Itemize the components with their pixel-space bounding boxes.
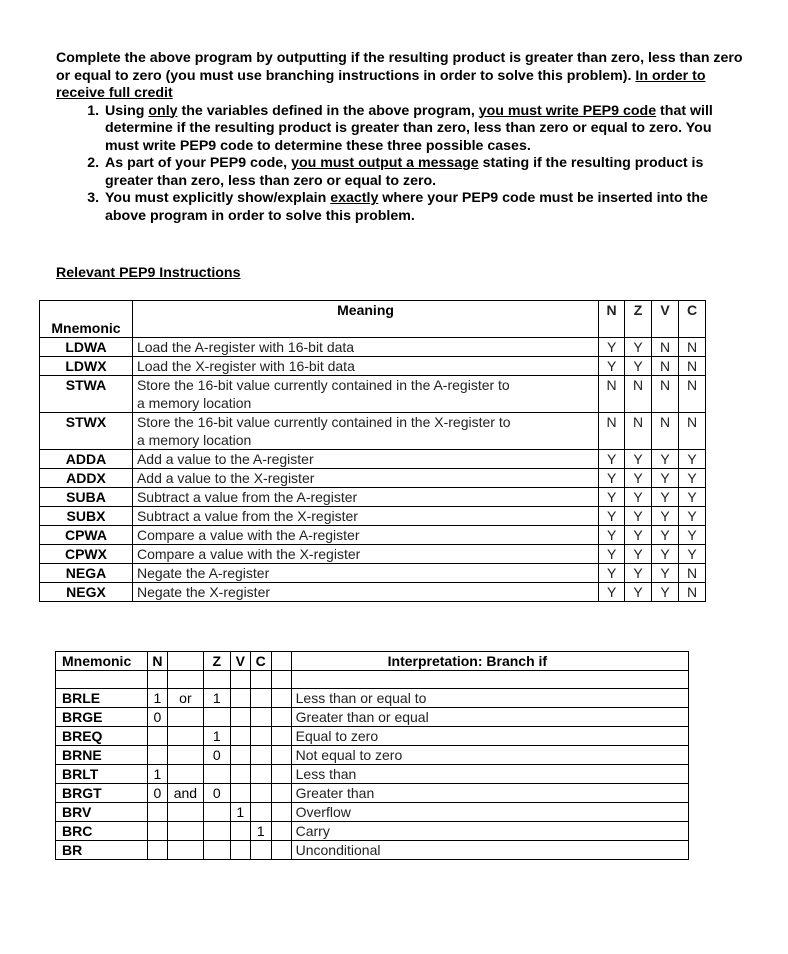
flag-n-cell: Y <box>599 507 625 526</box>
interpretation-cell: Greater than <box>291 784 688 803</box>
branch-header-row <box>56 652 689 671</box>
branch-mnemonic-cell: BRV <box>56 803 148 822</box>
branch-v-cell <box>230 708 250 727</box>
branch-row <box>56 689 689 708</box>
interpretation-cell: Less than or equal to <box>291 689 688 708</box>
flag-v-cell: Y <box>652 507 679 526</box>
branch-table <box>55 651 689 860</box>
branch-operator-cell <box>167 822 203 841</box>
branch-blank-cell <box>271 803 291 822</box>
instruction-row <box>40 564 706 583</box>
branch-c-cell <box>250 689 271 708</box>
mnemonic-header-row <box>40 319 706 338</box>
branch-row <box>56 784 689 803</box>
flag-c-header: C <box>679 301 706 320</box>
branch-operator-cell <box>167 803 203 822</box>
branch-mnemonic-cell: BRLT <box>56 765 148 784</box>
interpretation-cell: Unconditional <box>291 841 688 860</box>
requirements-list <box>56 103 746 226</box>
branch-blank-cell <box>271 727 291 746</box>
meaning-line: Store the 16-bit value currently contained in the A-register to <box>136 377 510 393</box>
flag-z-cell: Y <box>625 564 652 583</box>
flag-c-cell: N <box>679 564 706 583</box>
full-credit-text: In order to receive full credit <box>56 67 706 101</box>
mnemonic-cell: CPWX <box>40 545 133 564</box>
instruction-row <box>40 488 706 507</box>
relevant-instructions-heading: Relevant PEP9 Instructions <box>56 265 241 281</box>
instruction-row <box>40 413 706 450</box>
branch-n-cell <box>147 841 167 860</box>
meaning-cell <box>132 507 598 526</box>
branch-row <box>56 841 689 860</box>
flag-v-cell: Y <box>652 564 679 583</box>
meaning-line: Add a value to the X-register <box>136 470 315 486</box>
branch-v-cell <box>230 746 250 765</box>
interpretation-cell: Not equal to zero <box>291 746 688 765</box>
branch-mnemonic-header: Mnemonic <box>56 652 148 671</box>
branch-n-cell <box>147 727 167 746</box>
branch-z-cell <box>203 765 230 784</box>
branch-c-cell <box>250 841 271 860</box>
branch-c-cell <box>250 765 271 784</box>
mnemonic-cell: NEGX <box>40 583 133 602</box>
branch-v-cell <box>230 822 250 841</box>
branch-v-cell <box>230 689 250 708</box>
branch-z-cell: 1 <box>203 727 230 746</box>
branch-v-cell <box>230 727 250 746</box>
branch-row <box>56 765 689 784</box>
meaning-line: Load the A-register with 16-bit data <box>136 339 355 355</box>
branch-c-cell <box>250 746 271 765</box>
interpretation-cell: Overflow <box>291 803 688 822</box>
instruction-row <box>40 545 706 564</box>
flag-n-cell: Y <box>599 450 625 469</box>
flag-c-cell: Y <box>679 545 706 564</box>
mnemonic-cell: STWX <box>40 413 133 450</box>
meaning-line: a memory location <box>136 395 252 411</box>
branch-z-cell <box>203 708 230 727</box>
flag-v-cell: N <box>652 338 679 357</box>
mnemonic-cell: NEGA <box>40 564 133 583</box>
meaning-cell <box>132 376 598 413</box>
branch-mnemonic-cell: BREQ <box>56 727 148 746</box>
branch-mnemonic-cell: BR <box>56 841 148 860</box>
meaning-cell <box>132 488 598 507</box>
branch-operator-cell <box>167 727 203 746</box>
flag-n-header: N <box>599 301 625 320</box>
branch-z-cell: 1 <box>203 689 230 708</box>
meaning-line: Load the X-register with 16-bit data <box>136 358 355 374</box>
branch-v-cell: 1 <box>230 803 250 822</box>
flag-n-cell: Y <box>599 357 625 376</box>
flag-n-cell: Y <box>599 338 625 357</box>
flag-c-cell: Y <box>679 488 706 507</box>
instructions-text <box>56 50 746 225</box>
meaning-line: Negate the A-register <box>136 565 270 581</box>
branch-spacer-row <box>56 671 689 689</box>
intro-paragraph <box>56 50 746 103</box>
meaning-line: a memory location <box>136 432 252 448</box>
mnemonic-cell: CPWA <box>40 526 133 545</box>
flag-n-cell: Y <box>599 564 625 583</box>
meaning-cell <box>132 564 598 583</box>
meaning-cell <box>132 413 598 450</box>
flag-v-cell: Y <box>652 469 679 488</box>
flag-z-cell: Y <box>625 526 652 545</box>
meaning-line: Compare a value with the A-register <box>136 527 360 543</box>
branch-operator-cell <box>167 841 203 860</box>
branch-c-header: C <box>250 652 271 671</box>
branch-c-cell <box>250 803 271 822</box>
branch-n-cell: 0 <box>147 708 167 727</box>
branch-v-header: V <box>230 652 250 671</box>
flag-c-cell: N <box>679 413 706 450</box>
branch-mnemonic-cell: BRC <box>56 822 148 841</box>
meaning-cell <box>132 450 598 469</box>
flag-v-cell: Y <box>652 583 679 602</box>
branch-z-cell <box>203 822 230 841</box>
instruction-row <box>40 450 706 469</box>
meaning-line: Negate the X-register <box>136 584 271 600</box>
flag-z-cell: Y <box>625 488 652 507</box>
branch-v-cell <box>230 784 250 803</box>
flag-z-cell: N <box>625 376 652 413</box>
mnemonic-header: Mnemonic <box>40 319 133 338</box>
flag-z-cell: Y <box>625 469 652 488</box>
branch-c-cell <box>250 727 271 746</box>
branch-c-cell <box>250 708 271 727</box>
requirement-1: 1. Using only the variables defined in the above program, you must write PEP9 code that will determine if the resulting product is greater than zero, less than zero or equal to zero. You must write PEP9 code to determine these three possible cases. <box>103 103 746 156</box>
branch-blank-cell <box>271 765 291 784</box>
flag-v-cell: N <box>652 413 679 450</box>
branch-row <box>56 803 689 822</box>
branch-row <box>56 746 689 765</box>
branch-n-cell <box>147 746 167 765</box>
flag-c-cell: N <box>679 376 706 413</box>
flag-z-cell: Y <box>625 583 652 602</box>
branch-blank-cell <box>271 822 291 841</box>
flag-v-header: V <box>652 301 679 320</box>
instruction-row <box>40 357 706 376</box>
mnemonic-cell: ADDA <box>40 450 133 469</box>
intro-text: Complete the above program by outputting if the resulting product is greater than zero, less than zero or equal to zero (you must use branching instructions in order to solve this problem). <box>56 50 743 84</box>
flag-n-cell: N <box>599 376 625 413</box>
branch-operator-cell: or <box>167 689 203 708</box>
instructions-table <box>39 300 706 602</box>
instructions-header-row <box>40 301 706 320</box>
branch-mnemonic-cell: BRGE <box>56 708 148 727</box>
instruction-row <box>40 338 706 357</box>
branch-blank-cell <box>271 708 291 727</box>
meaning-line: Compare a value with the X-register <box>136 546 361 562</box>
flag-n-cell: Y <box>599 526 625 545</box>
branch-v-cell <box>230 765 250 784</box>
meaning-cell <box>132 583 598 602</box>
meaning-line: Subtract a value from the X-register <box>136 508 358 524</box>
flag-v-cell: N <box>652 376 679 413</box>
flag-c-cell: Y <box>679 450 706 469</box>
branch-z-cell <box>203 841 230 860</box>
branch-n-cell: 1 <box>147 689 167 708</box>
branch-operator-cell <box>167 765 203 784</box>
branch-z-cell: 0 <box>203 746 230 765</box>
branch-n-cell: 1 <box>147 765 167 784</box>
flag-n-cell: N <box>599 413 625 450</box>
branch-z-header: Z <box>203 652 230 671</box>
branch-row <box>56 822 689 841</box>
branch-operator-cell: and <box>167 784 203 803</box>
requirement-2: 2. As part of your PEP9 code, you must output a message stating if the resulting product is greater than zero, less than zero or equal to zero. <box>103 155 746 190</box>
flag-z-header: Z <box>625 301 652 320</box>
branch-blank-cell <box>271 784 291 803</box>
interpretation-cell: Less than <box>291 765 688 784</box>
interpretation-cell: Greater than or equal <box>291 708 688 727</box>
mnemonic-cell: LDWA <box>40 338 133 357</box>
branch-c-cell <box>250 784 271 803</box>
flag-z-cell: Y <box>625 357 652 376</box>
mnemonic-cell: STWA <box>40 376 133 413</box>
flag-v-cell: Y <box>652 488 679 507</box>
flag-n-cell: Y <box>599 488 625 507</box>
branch-operator-cell <box>167 708 203 727</box>
requirement-3: 3. You must explicitly show/explain exactly where your PEP9 code must be inserted into the above program in order to solve this problem. <box>103 190 746 225</box>
flag-v-cell: Y <box>652 526 679 545</box>
meaning-line: Subtract a value from the A-register <box>136 489 358 505</box>
branch-c-cell: 1 <box>250 822 271 841</box>
flag-c-cell: N <box>679 338 706 357</box>
flag-c-cell: Y <box>679 526 706 545</box>
meaning-line: Store the 16-bit value currently contained in the X-register to <box>136 414 511 430</box>
branch-operator-cell <box>167 746 203 765</box>
branch-blank-cell <box>271 841 291 860</box>
meaning-header: Meaning <box>132 301 598 320</box>
mnemonic-cell: SUBA <box>40 488 133 507</box>
instruction-row <box>40 507 706 526</box>
flag-z-cell: Y <box>625 338 652 357</box>
branch-n-cell <box>147 822 167 841</box>
meaning-cell <box>132 545 598 564</box>
branch-v-cell <box>230 841 250 860</box>
branch-n-cell: 0 <box>147 784 167 803</box>
interpretation-cell: Carry <box>291 822 688 841</box>
meaning-cell <box>132 357 598 376</box>
branch-n-cell <box>147 803 167 822</box>
flag-z-cell: Y <box>625 545 652 564</box>
instruction-row <box>40 583 706 602</box>
flag-c-cell: Y <box>679 507 706 526</box>
flag-c-cell: Y <box>679 469 706 488</box>
branch-row <box>56 708 689 727</box>
instruction-row <box>40 376 706 413</box>
branch-z-cell: 0 <box>203 784 230 803</box>
flag-v-cell: Y <box>652 545 679 564</box>
interpretation-cell: Equal to zero <box>291 727 688 746</box>
mnemonic-cell: SUBX <box>40 507 133 526</box>
mnemonic-cell: LDWX <box>40 357 133 376</box>
branch-mnemonic-cell: BRLE <box>56 689 148 708</box>
meaning-line: Add a value to the A-register <box>136 451 314 467</box>
branch-blank-cell <box>271 689 291 708</box>
flag-c-cell: N <box>679 583 706 602</box>
mnemonic-cell: ADDX <box>40 469 133 488</box>
branch-row <box>56 727 689 746</box>
branch-mnemonic-cell: BRGT <box>56 784 148 803</box>
branch-mnemonic-cell: BRNE <box>56 746 148 765</box>
flag-n-cell: Y <box>599 583 625 602</box>
meaning-cell <box>132 338 598 357</box>
branch-z-cell <box>203 803 230 822</box>
branch-n-header: N <box>147 652 167 671</box>
flag-z-cell: Y <box>625 450 652 469</box>
meaning-cell <box>132 469 598 488</box>
branch-blank-cell <box>271 746 291 765</box>
flag-v-cell: Y <box>652 450 679 469</box>
flag-c-cell: N <box>679 357 706 376</box>
instruction-row <box>40 469 706 488</box>
flag-z-cell: Y <box>625 507 652 526</box>
flag-n-cell: Y <box>599 545 625 564</box>
flag-z-cell: N <box>625 413 652 450</box>
flag-n-cell: Y <box>599 469 625 488</box>
meaning-cell <box>132 526 598 545</box>
instruction-row <box>40 526 706 545</box>
interpretation-header: Interpretation: Branch if <box>291 652 688 671</box>
flag-v-cell: N <box>652 357 679 376</box>
